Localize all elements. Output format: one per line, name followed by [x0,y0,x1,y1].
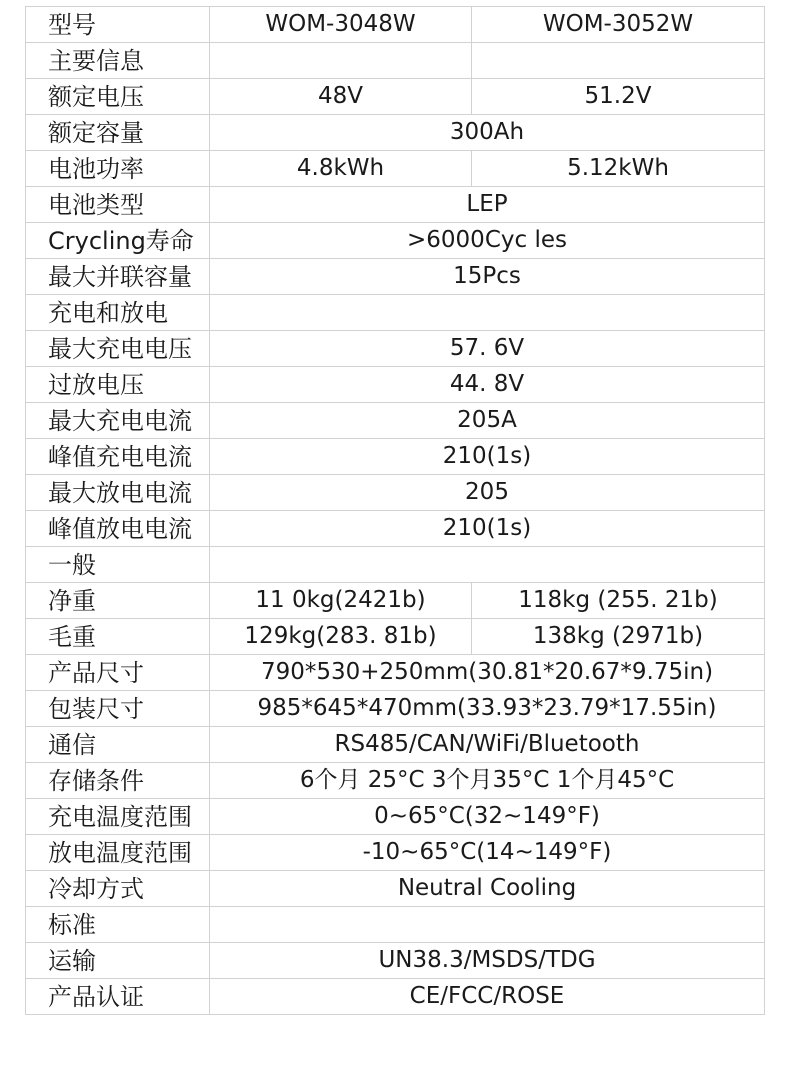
spec-label: 充电和放电 [26,295,210,331]
spec-row [26,691,765,727]
spec-value: 57. 6V [210,331,765,367]
spec-row [26,223,765,259]
spec-label: 产品认证 [26,979,210,1015]
spec-row [26,187,765,223]
spec-label: 最大充电电流 [26,403,210,439]
spec-label: 包装尺寸 [26,691,210,727]
spec-row [26,763,765,799]
spec-value: Neutral Cooling [210,871,765,907]
spec-value [210,547,765,583]
spec-value: 205 [210,475,765,511]
spec-row [26,7,765,43]
spec-label: 额定容量 [26,115,210,151]
spec-value: >6000Cyc les [210,223,765,259]
spec-value-3052: 51.2V [472,79,765,115]
spec-value-3048: 4.8kWh [210,151,472,187]
spec-value: 210(1s) [210,511,765,547]
spec-label: 净重 [26,583,210,619]
spec-value: 210(1s) [210,439,765,475]
spec-value: 44. 8V [210,367,765,403]
spec-value: 0~65°C(32~149°F) [210,799,765,835]
spec-label: 最大充电电压 [26,331,210,367]
spec-row [26,331,765,367]
spec-label: 充电温度范围 [26,799,210,835]
spec-label: 一般 [26,547,210,583]
spec-row [26,907,765,943]
spec-row [26,655,765,691]
spec-label: 冷却方式 [26,871,210,907]
spec-row [26,295,765,331]
spec-label: 过放电压 [26,367,210,403]
spec-label: 型号 [26,7,210,43]
spec-label: 主要信息 [26,43,210,79]
spec-row [26,835,765,871]
spec-value: CE/FCC/ROSE [210,979,765,1015]
spec-value-3048 [210,43,472,79]
spec-label: 最大并联容量 [26,259,210,295]
spec-value [210,295,765,331]
spec-label: Crycling寿命 [26,223,210,259]
spec-table [25,6,765,1015]
spec-row [26,475,765,511]
spec-value-3052: 138kg (2971b) [472,619,765,655]
spec-table-body [26,7,765,1015]
spec-value-3052: 118kg (255. 21b) [472,583,765,619]
spec-value-3048: 129kg(283. 81b) [210,619,472,655]
spec-row [26,727,765,763]
spec-label: 存储条件 [26,763,210,799]
spec-value: 15Pcs [210,259,765,295]
spec-value: 300Ah [210,115,765,151]
spec-row [26,259,765,295]
spec-label: 通信 [26,727,210,763]
spec-row [26,583,765,619]
spec-value [210,907,765,943]
spec-row [26,79,765,115]
spec-value: 6个月 25°C 3个月35°C 1个月45°C [210,763,765,799]
spec-row [26,367,765,403]
spec-row [26,979,765,1015]
spec-value-3048: 11 0kg(2421b) [210,583,472,619]
spec-value: RS485/CAN/WiFi/Bluetooth [210,727,765,763]
spec-row [26,511,765,547]
spec-row [26,547,765,583]
spec-value-3048: WOM-3048W [210,7,472,43]
spec-label: 峰值充电电流 [26,439,210,475]
spec-value: 985*645*470mm(33.93*23.79*17.55in) [210,691,765,727]
spec-row [26,403,765,439]
spec-row [26,151,765,187]
spec-label: 放电温度范围 [26,835,210,871]
spec-label: 标准 [26,907,210,943]
spec-label: 额定电压 [26,79,210,115]
spec-label: 电池类型 [26,187,210,223]
spec-value-3052: WOM-3052W [472,7,765,43]
spec-value-3052 [472,43,765,79]
spec-value-3052: 5.12kWh [472,151,765,187]
spec-label: 产品尺寸 [26,655,210,691]
spec-row [26,799,765,835]
spec-value: 790*530+250mm(30.81*20.67*9.75in) [210,655,765,691]
spec-label: 电池功率 [26,151,210,187]
spec-label: 毛重 [26,619,210,655]
spec-value: -10~65°C(14~149°F) [210,835,765,871]
spec-row [26,943,765,979]
spec-row [26,619,765,655]
spec-row [26,115,765,151]
spec-row [26,439,765,475]
spec-value: LEP [210,187,765,223]
spec-row [26,871,765,907]
spec-row [26,43,765,79]
spec-label: 最大放电电流 [26,475,210,511]
spec-label: 运输 [26,943,210,979]
spec-label: 峰值放电电流 [26,511,210,547]
spec-value-3048: 48V [210,79,472,115]
spec-value: 205A [210,403,765,439]
spec-value: UN38.3/MSDS/TDG [210,943,765,979]
